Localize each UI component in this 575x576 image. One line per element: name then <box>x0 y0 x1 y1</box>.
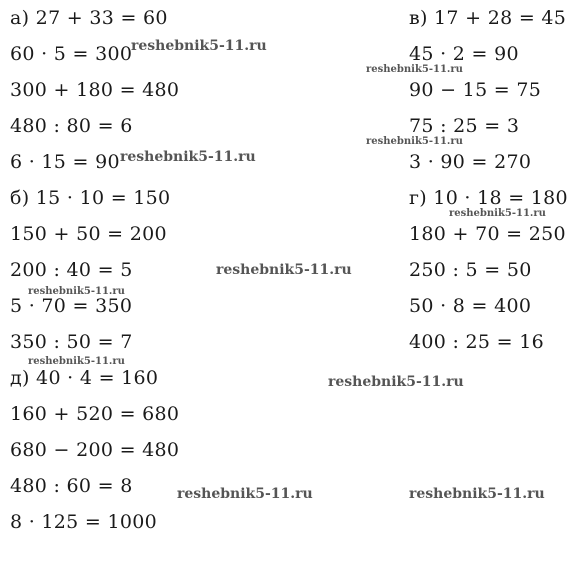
watermark: reshebnik5-11.ru <box>28 286 125 297</box>
equation-line: 300 + 180 = 480 <box>10 79 180 101</box>
watermark: reshebnik5-11.ru <box>28 356 125 367</box>
watermark: reshebnik5-11.ru <box>409 486 545 502</box>
equation-line: 50 · 8 = 400 <box>409 295 532 317</box>
equation-line: а) 27 + 33 = 60 <box>10 7 168 29</box>
watermark: reshebnik5-11.ru <box>177 486 313 502</box>
equation-line: 200 : 40 = 5 <box>10 259 133 281</box>
equation-line: б) 15 · 10 = 150 <box>10 187 171 209</box>
equation-line: 6 · 15 = 90 <box>10 151 120 173</box>
equation-line: 90 − 15 = 75 <box>409 79 542 101</box>
equation-line: 160 + 520 = 680 <box>10 403 180 425</box>
left-column <box>10 0 179 540</box>
watermark: reshebnik5-11.ru <box>366 136 463 147</box>
equation-line: 180 + 70 = 250 <box>409 223 566 245</box>
equation-line: 3 · 90 = 270 <box>409 151 532 173</box>
equation-line: 60 · 5 = 300 <box>10 43 133 65</box>
watermark: reshebnik5-11.ru <box>120 149 256 165</box>
equation-line: 5 · 70 = 350 <box>10 295 133 317</box>
equation-line: д) 40 · 4 = 160 <box>10 367 159 389</box>
watermark: reshebnik5-11.ru <box>216 262 352 278</box>
right-column <box>409 0 568 360</box>
equation-line: 75 : 25 = 3 <box>409 115 520 137</box>
equation-line: 480 : 80 = 6 <box>10 115 133 137</box>
watermark: reshebnik5-11.ru <box>328 374 464 390</box>
watermark: reshebnik5-11.ru <box>366 64 463 75</box>
equation-line: 400 : 25 = 16 <box>409 331 544 353</box>
watermark: reshebnik5-11.ru <box>131 38 267 54</box>
equation-line: 150 + 50 = 200 <box>10 223 167 245</box>
watermark: reshebnik5-11.ru <box>449 208 546 219</box>
equation-line: 250 : 5 = 50 <box>409 259 532 281</box>
equation-line: 680 − 200 = 480 <box>10 439 180 461</box>
equation-line: 480 : 60 = 8 <box>10 475 133 497</box>
equation-line: в) 17 + 28 = 45 <box>409 7 567 29</box>
equation-line: г) 10 · 18 = 180 <box>409 187 568 209</box>
equation-line: 8 · 125 = 1000 <box>10 511 158 533</box>
equation-line: 350 : 50 = 7 <box>10 331 133 353</box>
equation-line: 45 · 2 = 90 <box>409 43 519 65</box>
